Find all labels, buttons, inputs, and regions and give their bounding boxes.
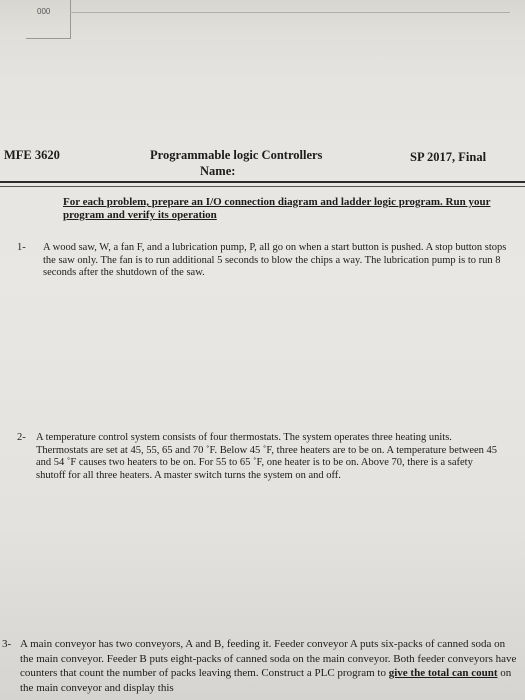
name-label: Name: xyxy=(200,164,236,178)
problem-2-text: A temperature control system consists of four thermostats. The system operates three heating units. Thermostats are set at 45, 55, 65 and 70 ˚F. Below 45 ˚F, three heaters are to be on. A temperature between 45 and 54 ˚F causes two heaters to be on. For 55 to 65 ˚F, one heater is to be on. Above 70, there is a safety shutoff for all three heaters. A master switch turns the system on and off. xyxy=(36,432,498,481)
problem-1-number: 1- xyxy=(17,242,26,253)
instructions: For each problem, prepare an I/O connection diagram and ladder logic program. Run your program and verify its operation xyxy=(63,196,491,221)
problem-3-number: 3- xyxy=(2,638,12,650)
top-paper-strip xyxy=(0,0,525,40)
problem-2-number: 2- xyxy=(17,432,26,443)
problem-3-text-before: A main conveyor has two conveyors, A and B, feeding it. Feeder conveyor A puts six-packs of canned soda on the main conveyor. Feeder B puts eight-packs of canned soda on the main conveyor. Both feeder conveyors have counters that count the number of packs leaving them. Construct a PLC program to xyxy=(20,638,517,679)
course-code: MFE 3620 xyxy=(4,148,60,162)
exam-term: SP 2017, Final xyxy=(410,150,487,164)
problem-3-text xyxy=(20,637,520,695)
problem-3-emphasis: give the total can count xyxy=(388,667,498,679)
header-divider xyxy=(0,181,525,183)
problem-1-text: A wood saw, W, a fan F, and a lubrication pump, P, all go on when a start button is pushed. A stop button stops the saw only. The fan is to run additional 5 seconds to blow the chips a way. The lubrication pump is to run 8 seconds after the shutdown of the saw. xyxy=(43,242,507,279)
course-title: Programmable logic Controllers xyxy=(150,148,323,162)
problem-3-text-after: on the main conveyor and display this xyxy=(20,667,512,694)
strip-code: 000 xyxy=(37,7,51,16)
strip-table-cell xyxy=(26,0,71,39)
header-divider-thin xyxy=(0,186,525,187)
strip-table-line xyxy=(70,12,510,13)
